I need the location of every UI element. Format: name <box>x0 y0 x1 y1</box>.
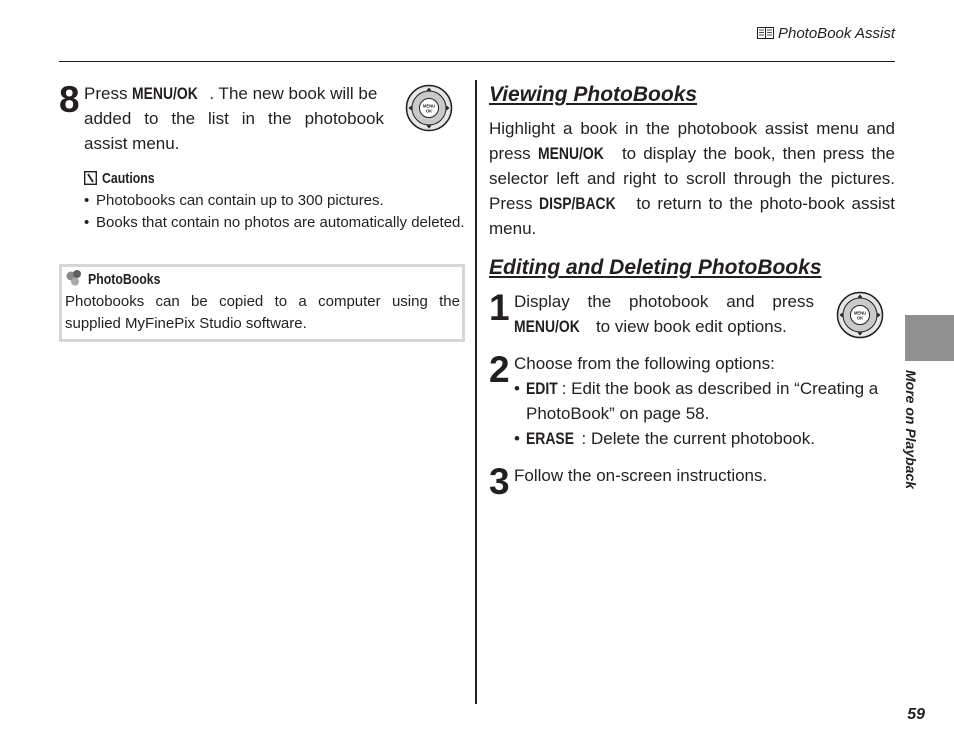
edit-key: EDIT <box>526 379 558 398</box>
svg-text:OK: OK <box>856 315 864 321</box>
caution-item: • Books that contain no photos are automatically deleted. <box>84 214 465 231</box>
erase-key: ERASE <box>526 429 575 448</box>
selector-button-icon <box>836 291 884 339</box>
caution-icon <box>84 171 97 185</box>
menu-ok-key: MENU/OK <box>537 144 604 163</box>
cautions-block <box>84 168 465 234</box>
svg-text:MENU: MENU <box>853 310 867 316</box>
menu-ok-key: MENU/OK <box>132 84 199 103</box>
photobooks-note <box>65 268 460 335</box>
chapter-label: More on Playback <box>903 370 919 490</box>
step-number: 2 <box>489 349 510 390</box>
column-divider <box>475 80 477 704</box>
svg-text:OK: OK <box>425 108 433 114</box>
note-body: Photobooks can be copied to a computer using the supplied MyFinePix Studio software. <box>65 293 460 332</box>
chapter-tab <box>905 315 954 361</box>
step-number: 8 <box>59 79 80 120</box>
viewing-paragraph: Highlight a book in the photobook assist menu and press MENU/OK to display the book, then press the selector left and right to scroll through the pictures. Press DISP/BACK to return to the photo-book assist menu. <box>489 119 896 238</box>
menu-ok-key: MENU/OK <box>514 317 580 336</box>
book-icon <box>757 27 774 39</box>
disp-back-key: DISP/BACK <box>539 194 616 213</box>
selector-button-icon <box>405 84 453 132</box>
cautions-title: Cautions <box>102 170 155 187</box>
step-1-text: Display the photobook and press MENU/OK to view book edit options. <box>514 289 814 339</box>
section-heading-viewing: Viewing PhotoBooks <box>489 83 698 106</box>
step-8-text: Press MENU/OK . The new book will be added to the list in the photobook assist menu. <box>84 81 384 156</box>
running-header <box>757 25 895 42</box>
step-3-text: Follow the on-screen instructions. <box>514 466 768 485</box>
note-icon <box>65 268 85 288</box>
option-erase: • ERASE : Delete the current photobook. <box>514 426 896 451</box>
step-number: 1 <box>489 287 510 328</box>
step-2-text: Choose from the following options: • EDIT : Edit the book as described in “Creating a PhotoBook” on page 58. • ERASE : Delete the current photobook. <box>514 351 896 451</box>
section-heading-editing: Editing and Deleting PhotoBooks <box>489 256 822 279</box>
note-title: PhotoBooks <box>88 271 161 288</box>
header-rule <box>59 61 895 62</box>
svg-text:MENU: MENU <box>422 103 436 109</box>
step-number: 3 <box>489 461 510 502</box>
caution-item: • Photobooks can contain up to 300 pictures. <box>84 192 384 209</box>
header-title: PhotoBook Assist <box>777 25 895 42</box>
option-edit: • EDIT : Edit the book as described in “Creating a PhotoBook” on page 58. <box>514 376 896 426</box>
page-number: 59 <box>907 706 925 723</box>
